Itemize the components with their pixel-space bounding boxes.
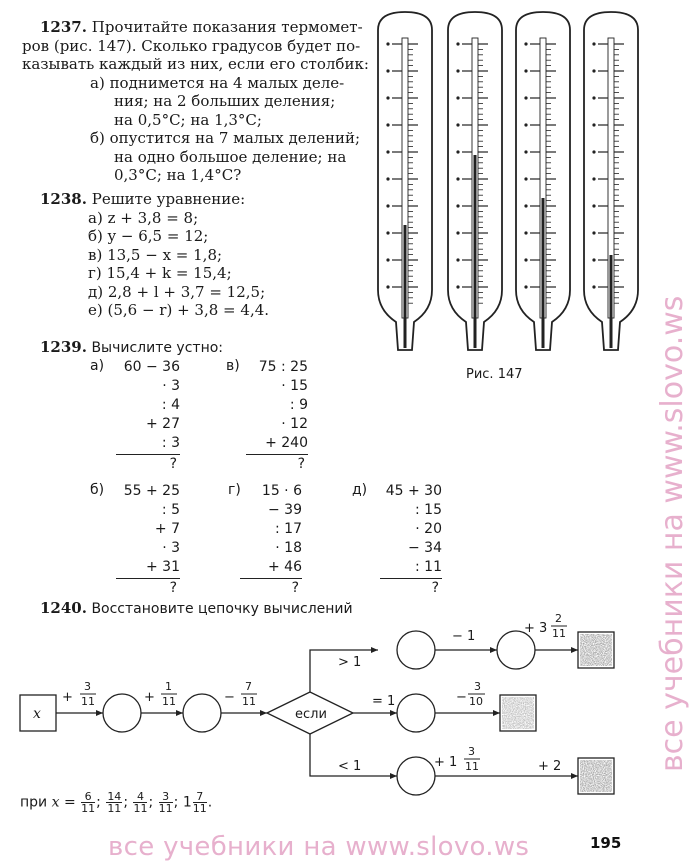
given-var: x bbox=[51, 794, 60, 811]
text-line: а) поднимется на 4 малых деле- bbox=[90, 73, 345, 92]
op-label: + 2 bbox=[538, 759, 562, 774]
op-label: − 1 bbox=[452, 629, 476, 644]
chain-step: : 15 bbox=[415, 502, 442, 518]
chain-circle bbox=[397, 694, 435, 732]
chain-circle bbox=[497, 631, 535, 669]
given-prefix: при bbox=[20, 794, 48, 811]
text-line: казывать каждый из них, если его столбик: bbox=[22, 55, 369, 73]
watermark-text: все учебники на www.slovo.ws bbox=[655, 295, 690, 772]
op-den: 11 bbox=[81, 695, 95, 708]
chain-circle bbox=[397, 757, 435, 795]
answer-mark: ? bbox=[431, 580, 439, 596]
condition-label: > 1 bbox=[338, 655, 362, 670]
chain-step: + 27 bbox=[146, 416, 180, 432]
equation: б) y − 6,5 = 12; bbox=[88, 227, 209, 245]
frac-whole: 1 bbox=[182, 794, 192, 811]
chain-step: − 39 bbox=[268, 502, 302, 518]
problem-title: Восстановите цепочку вычислений bbox=[91, 601, 353, 617]
text-line: Прочитайте показания термомет- bbox=[91, 18, 363, 36]
chain-step: + 31 bbox=[146, 559, 180, 575]
text-line: на 0,5°С; на 1,3°С; bbox=[114, 110, 262, 129]
chain-step: · 3 bbox=[162, 540, 180, 556]
problem-title: Решите уравнение: bbox=[91, 190, 246, 208]
condition-label: = 1 bbox=[372, 694, 396, 709]
op-num: 3 bbox=[468, 745, 475, 758]
text-line: ния; на 2 больших деления; bbox=[114, 92, 336, 110]
op-num: 3 bbox=[84, 680, 91, 693]
column-label: г) bbox=[228, 482, 241, 498]
op-sign: + bbox=[144, 690, 155, 705]
chain-step: 60 − 36 bbox=[123, 359, 180, 375]
chain-step: 45 + 30 bbox=[385, 483, 442, 499]
chain-step: : 11 bbox=[415, 559, 442, 575]
frac-den: 11 bbox=[158, 802, 173, 815]
frac-num: 14 bbox=[107, 790, 122, 803]
chain-circle bbox=[103, 694, 141, 732]
equation: в) 13,5 − x = 1,8; bbox=[88, 245, 223, 264]
answer-mark: ? bbox=[297, 456, 305, 472]
chain-step: : 4 bbox=[161, 397, 180, 413]
chain-circle bbox=[183, 694, 221, 732]
op-num: 2 bbox=[555, 612, 562, 625]
problem-number: 1238. bbox=[40, 190, 87, 208]
start-var: x bbox=[33, 706, 41, 722]
op-num: 3 bbox=[474, 680, 481, 693]
text-line: ров (рис. 147). Сколько градусов будет по- bbox=[22, 36, 361, 55]
fraction bbox=[193, 791, 207, 814]
chain-step: 15 · 6 bbox=[261, 483, 302, 499]
frac-num: 4 bbox=[133, 791, 147, 803]
watermark-vertical bbox=[640, 80, 700, 780]
problem-number: 1237. bbox=[40, 18, 87, 36]
chain-step: + 7 bbox=[154, 521, 180, 537]
fraction bbox=[81, 791, 95, 814]
answer-mark: ? bbox=[169, 580, 177, 596]
column-label: а) bbox=[90, 358, 105, 374]
op-num: 7 bbox=[245, 680, 252, 693]
chain-step: 55 + 25 bbox=[123, 483, 180, 499]
op-den: 11 bbox=[242, 695, 256, 708]
fraction bbox=[133, 791, 147, 814]
op-sign: + 1 bbox=[434, 755, 458, 770]
given-values: при x = $\frac{6}{11}$ ; $\frac{14}{11}$ ; $\frac{4}{11}$ ; $\frac{3}{11}$ ; 1 $\frac{7}{11}$ . bbox=[20, 790, 213, 815]
column-label: в) bbox=[226, 358, 240, 374]
op-num: 1 bbox=[165, 680, 172, 693]
op-den: 11 bbox=[162, 695, 176, 708]
equation: а) z + 3,8 = 8; bbox=[88, 208, 199, 227]
equation: е) (5,6 − r) + 3,8 = 4,4. bbox=[88, 301, 270, 319]
text-line: 0,3°С; на 1,4°С? bbox=[114, 166, 242, 184]
decision-label: если bbox=[295, 707, 327, 722]
frac-num: 7 bbox=[193, 791, 207, 803]
scratch-fill bbox=[502, 697, 534, 729]
text-line: на одно большое деление; на bbox=[114, 147, 347, 166]
watermark-horizontal: все учебники на www.slovo.ws bbox=[108, 832, 530, 862]
fraction bbox=[106, 791, 122, 814]
op-sign: − bbox=[456, 690, 467, 705]
equation: д) 2,8 + l + 3,7 = 12,5; bbox=[88, 282, 266, 301]
chain-step: + 240 bbox=[265, 435, 308, 451]
condition-label: < 1 bbox=[338, 759, 362, 774]
answer-mark: ? bbox=[291, 580, 299, 596]
scratch-fill bbox=[580, 760, 612, 792]
frac-den: 11 bbox=[81, 802, 96, 815]
op-sign: + 3 bbox=[524, 621, 548, 636]
op-den: 11 bbox=[465, 760, 479, 773]
equation: г) 15,4 + k = 15,4; bbox=[88, 264, 232, 282]
chain-step: − 34 bbox=[408, 540, 442, 556]
op-den: 11 bbox=[552, 627, 566, 640]
answer-mark: ? bbox=[169, 456, 177, 472]
chain-circle bbox=[397, 631, 435, 669]
problem-number: 1240. bbox=[40, 599, 87, 617]
chain-step: : 17 bbox=[275, 521, 302, 537]
scratch-fill bbox=[580, 634, 612, 666]
chain-step: · 15 bbox=[281, 378, 308, 394]
frac-num: 6 bbox=[81, 791, 95, 803]
op-sign: − bbox=[224, 690, 235, 705]
frac-den: 11 bbox=[107, 802, 122, 815]
problem-number: 1239. bbox=[40, 338, 87, 356]
chain-step: 75 : 25 bbox=[258, 359, 308, 375]
frac-num: 3 bbox=[159, 791, 173, 803]
chain-step: : 3 bbox=[161, 435, 180, 451]
figure-caption: Рис. 147 bbox=[466, 367, 523, 382]
column-label: б) bbox=[90, 482, 105, 498]
op-den: 10 bbox=[469, 695, 483, 708]
frac-den: 11 bbox=[133, 802, 148, 815]
problem-title: Вычислите устно: bbox=[91, 340, 224, 356]
chain-step: · 18 bbox=[275, 540, 302, 556]
chain-step: + 46 bbox=[268, 559, 302, 575]
chain-step: : 9 bbox=[289, 397, 308, 413]
page-number: 195 bbox=[590, 834, 622, 852]
chain-step: · 12 bbox=[281, 416, 308, 432]
chain-step: · 20 bbox=[415, 521, 442, 537]
frac-den: 11 bbox=[192, 802, 207, 815]
column-label: д) bbox=[352, 482, 368, 498]
given-eq: = bbox=[63, 794, 76, 811]
chain-step: · 3 bbox=[162, 378, 180, 394]
text-line: б) опустится на 7 малых делений; bbox=[90, 129, 361, 147]
chain-step: : 5 bbox=[161, 502, 180, 518]
op-sign: + bbox=[62, 690, 73, 705]
fraction bbox=[159, 791, 173, 814]
